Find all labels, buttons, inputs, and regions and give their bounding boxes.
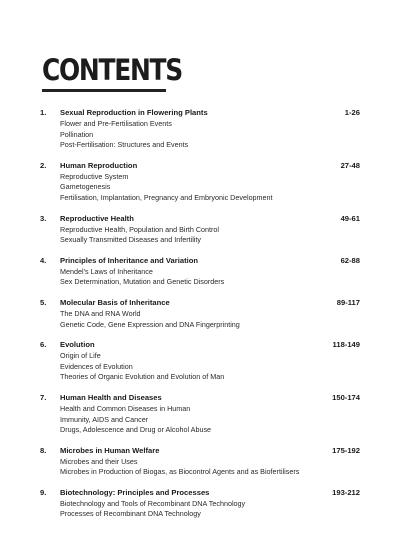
chapter-entry <box>40 160 360 204</box>
chapter-topic: Sexually Transmitted Diseases and Infertility <box>60 235 202 245</box>
chapter-number: 2. <box>40 160 47 170</box>
chapter-number: 9. <box>40 487 47 497</box>
chapter-title: Human Reproduction <box>60 160 138 170</box>
chapter-topic: Microbes in Production of Biogas, as Biocontrol Agents and as Biofertilisers <box>60 467 300 477</box>
chapter-title: Microbes in Human Welfare <box>60 445 160 455</box>
chapter-topic: Reproductive System <box>60 171 129 181</box>
chapter-entry <box>40 445 360 478</box>
chapter-topic: Gametogenesis <box>60 182 111 192</box>
chapter-topic: Sex Determination, Mutation and Genetic Disorders <box>60 277 225 287</box>
chapter-title: Sexual Reproduction in Flowering Plants <box>60 108 208 117</box>
chapter-number: 7. <box>40 392 47 402</box>
chapter-topic: Genetic Code, Gene Expression and DNA Fingerprinting <box>60 319 240 329</box>
chapter-topic: Health and Common Diseases in Human <box>60 403 191 413</box>
chapter-topic: Origin of Life <box>60 351 101 361</box>
chapter-entry <box>40 297 360 330</box>
chapter-title: Principles of Inheritance and Variation <box>60 255 198 265</box>
chapter-topic: Flower and Pre-Fertilisation Events <box>60 119 172 128</box>
chapter-topic: Processes of Recombinant DNA Technology <box>60 509 201 519</box>
chapter-topic: Mendel's Laws of Inheritance <box>60 266 153 276</box>
chapter-entry <box>40 255 360 288</box>
chapter-topic: Biotechnology and Tools of Recombinant DNA Technology <box>60 498 246 508</box>
chapter-number: 5. <box>40 297 47 307</box>
chapter-topic: Microbes and their Uses <box>60 456 138 466</box>
chapter-pages: 193-212 <box>332 487 360 497</box>
chapter-number: 1. <box>40 108 47 117</box>
chapter-number: 3. <box>40 213 47 223</box>
chapter-topic: Pollination <box>60 129 94 139</box>
chapter-topic: Evidences of Evolution <box>60 361 133 371</box>
chapter-title: Molecular Basis of Inheritance <box>60 297 170 307</box>
chapter-pages: 27-48 <box>340 160 360 170</box>
chapter-pages: 150-174 <box>332 392 360 402</box>
chapter-pages: 62-88 <box>340 255 360 265</box>
chapter-topic: Fertilisation, Implantation, Pregnancy and Embryonic Development <box>60 192 273 202</box>
chapter-topic: Post-Fertilisation: Structures and Events <box>60 140 189 150</box>
chapter-pages: 49-61 <box>340 213 360 223</box>
chapter-title: Reproductive Health <box>60 213 134 223</box>
chapter-entry <box>40 487 360 520</box>
page-title: CONTENTS <box>42 53 182 87</box>
chapter-entry <box>40 392 360 436</box>
chapter-number: 4. <box>40 255 47 265</box>
chapter-pages: 118-149 <box>332 340 360 350</box>
table-of-contents <box>40 107 360 529</box>
chapter-topic: Immunity, AIDS and Cancer <box>60 414 149 424</box>
chapter-topic: The DNA and RNA World <box>60 308 141 318</box>
chapter-title: Evolution <box>60 340 95 350</box>
chapter-entry <box>40 107 360 151</box>
chapter-pages: 1-26 <box>344 108 360 117</box>
chapter-number: 8. <box>40 445 47 455</box>
chapter-title: Human Health and Diseases <box>60 392 162 402</box>
chapter-topic: Reproductive Health, Population and Birth Control <box>60 224 220 234</box>
chapter-pages: 175-192 <box>332 445 360 455</box>
chapter-number: 6. <box>40 340 47 350</box>
chapter-entry <box>40 213 360 246</box>
chapter-entry <box>40 339 360 383</box>
title-underline <box>42 89 166 92</box>
chapter-pages: 89-117 <box>336 297 360 307</box>
chapter-topic: Drugs, Adolescence and Drug or Alcohol Abuse <box>60 425 212 435</box>
chapter-title: Biotechnology: Principles and Processes <box>60 487 210 497</box>
chapter-topic: Theories of Organic Evolution and Evolution of Man <box>60 372 225 382</box>
